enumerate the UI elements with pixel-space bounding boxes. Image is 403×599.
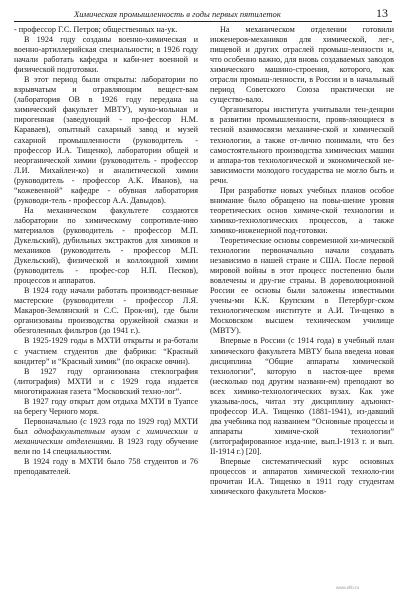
paragraph-text: В 1925-1929 годы в МХТИ открыты и ра-ботали с участием студентов две фабрики: “Красный кондитер” и “Красный химик” (по окраске овчин). [14, 336, 198, 366]
paragraph-text: Теоретические основы современной хи-мической технологии первоначально начали создавать независимо в нашей стране и США. После первой мировой войны в этот процесс постепенно были вовлечены и дру-гие страны. В дореволюционной России ее основы были заложены известными учены-ми К.К. Крупским в Петербург-ском технологическом институте и А.И. Ти-щенко в Московском высшем техническом училище (МВТУ). [210, 235, 394, 336]
paragraph [14, 35, 198, 75]
emphasized-text: однофакультетным вузом с химическим и механическим отделениями. [14, 426, 198, 446]
paragraph-text: В 1927 году организована стеклография (литография) МХТИ и с 1929 года издается многотиражная газета “Московский техно-лог”. [14, 366, 198, 396]
paragraph-text: В этот период были открыты: лаборатории по взрывчатым и отравляющим вещест-вам (лаборатория ОВ в 1926 году передана на химический факультет МВТУ), муко-мольная и пирогенная (заведующий - про-фессор Н.М. Караваев), опытный сахарный завод и музей сахарной промышленности (руководитель - профессор И.А. Тищенко), лаборатории общей и неорганической химии (руководитель - профессор Л.И. Михайлен-ко) и аналитической химии (руководитель - профессор А.К. Иванов), на “кожевенной” кафедре - обувная лаборатория (руководи-тель - профессор А.А. Давыдов). [14, 75, 198, 205]
running-title: Химическая промышленность в годы первых пятилеток [74, 9, 281, 19]
paragraph [14, 397, 198, 417]
paragraph-text: В 1924 году начали работать производст-венные мастерские (руководители - профессор Л.Я. Макаров-Землянский и С.С. Прок-ин), где были организованы производства оружейной смазки и обезголенных фильтров (до 1941 г.). [14, 286, 198, 336]
paragraph-text: Впервые в России (с 1914 года) в учебный план химического факультета МВТУ была введена новая дисциплина “Общие аппараты химической технологии”, которую в настоя-щее время (несколько под другим названи-ем) преподают во всех химико-технологических вузах. Как уже указыва-лось, читал эту дисциплину адъюнкт-профессор И.А. Тищенко (1881-1941), из-давший два учебника под названием “Основные процессы и аппараты химиче-ской технологии” (литографированное изда-ние, вып.I-1913 г. и вып. II-1914 г.) [20]. [210, 336, 394, 456]
paragraph [210, 186, 394, 236]
paragraph-text: В 1924 году в МХТИ было 758 студентов и 76 преподавателей. [14, 457, 198, 477]
paragraph [14, 75, 198, 206]
paragraph-text: - профессор Г.С. Петров; общественных на-ук. [14, 25, 178, 34]
paragraph [210, 25, 394, 105]
paragraph [14, 457, 198, 477]
paragraph [14, 286, 198, 336]
paragraph [210, 457, 394, 497]
footer-watermark-link[interactable]: www.elib.ru [336, 585, 360, 590]
paragraph-text: В 1923 году обучение вели по 14 специальностям. [14, 436, 199, 456]
page-number: 13 [376, 6, 388, 20]
left-text-column [14, 25, 198, 477]
paragraph [14, 25, 198, 35]
paragraph-text: Организаторы института учитывали тен-денции в развитии промышленности, прояв-ляющиеся в тесной взаимосвязи механиче-ской и химической технологии, а также от-лично понимали, что без самостоятельного производства химических машин и аппара-тов технологической и экономической не-зависимости молодого государства не могло быть и речи. [210, 105, 394, 185]
paragraph [210, 236, 394, 336]
right-text-column [210, 25, 394, 497]
paragraph-text: На механическом отделении готовили инженеров-механиков для химической, лег-, пищевой и других отраслей промыш-ленности и, что особенно важно, для вновь создаваемых заводов химического машино-строения, которого, как отрасли промыш-ленности, в России и в начальный период Советского Союза практически не существо-вало. [210, 25, 394, 105]
paragraph [210, 336, 394, 457]
paragraph-text: В 1927 году открыт дом отдыха МХТИ в Туапсе на берегу Черного моря. [14, 396, 198, 416]
paragraph-text: На механическом факультете создаются лаборатории по химическому сопротивле-нию материалов (руководитель - профессор М.П. Дукельский), дубильных экстрактов для химиков и механиков (руководитель - профессор М.П. Дукельский), физической и коллоидной химии (руководитель - профес-сор Н.П. Песков), процессов и аппаратов. [14, 205, 198, 286]
paragraph [14, 417, 198, 457]
page-header [14, 8, 392, 22]
paragraph [14, 367, 198, 397]
paragraph-text: Впервые систематический курс основных процессов и аппаратов химической техноло-гии прочитан И.А. Тищенко в 1911 году студентам химического факультета Москов- [210, 457, 394, 497]
paragraph [14, 206, 198, 286]
paragraph [14, 336, 198, 366]
paragraph-text: В 1924 году созданы военно-химическая и военно-артиллерийская специальности; в 1926 году начали работать кафедра и каби-нет военной и физической подготовки. [14, 35, 198, 75]
paragraph-text: Первоначально (с 1923 года по 1929 год) МХТИ был [14, 416, 198, 436]
paragraph-text: При разработке новых учебных планов особое внимание было обращено на повы-шение уровня теоретических основ химиче-ской технологии и химико-технологических процессов, а также химико-инженерной под-готовки. [210, 185, 394, 235]
paragraph [210, 105, 394, 185]
